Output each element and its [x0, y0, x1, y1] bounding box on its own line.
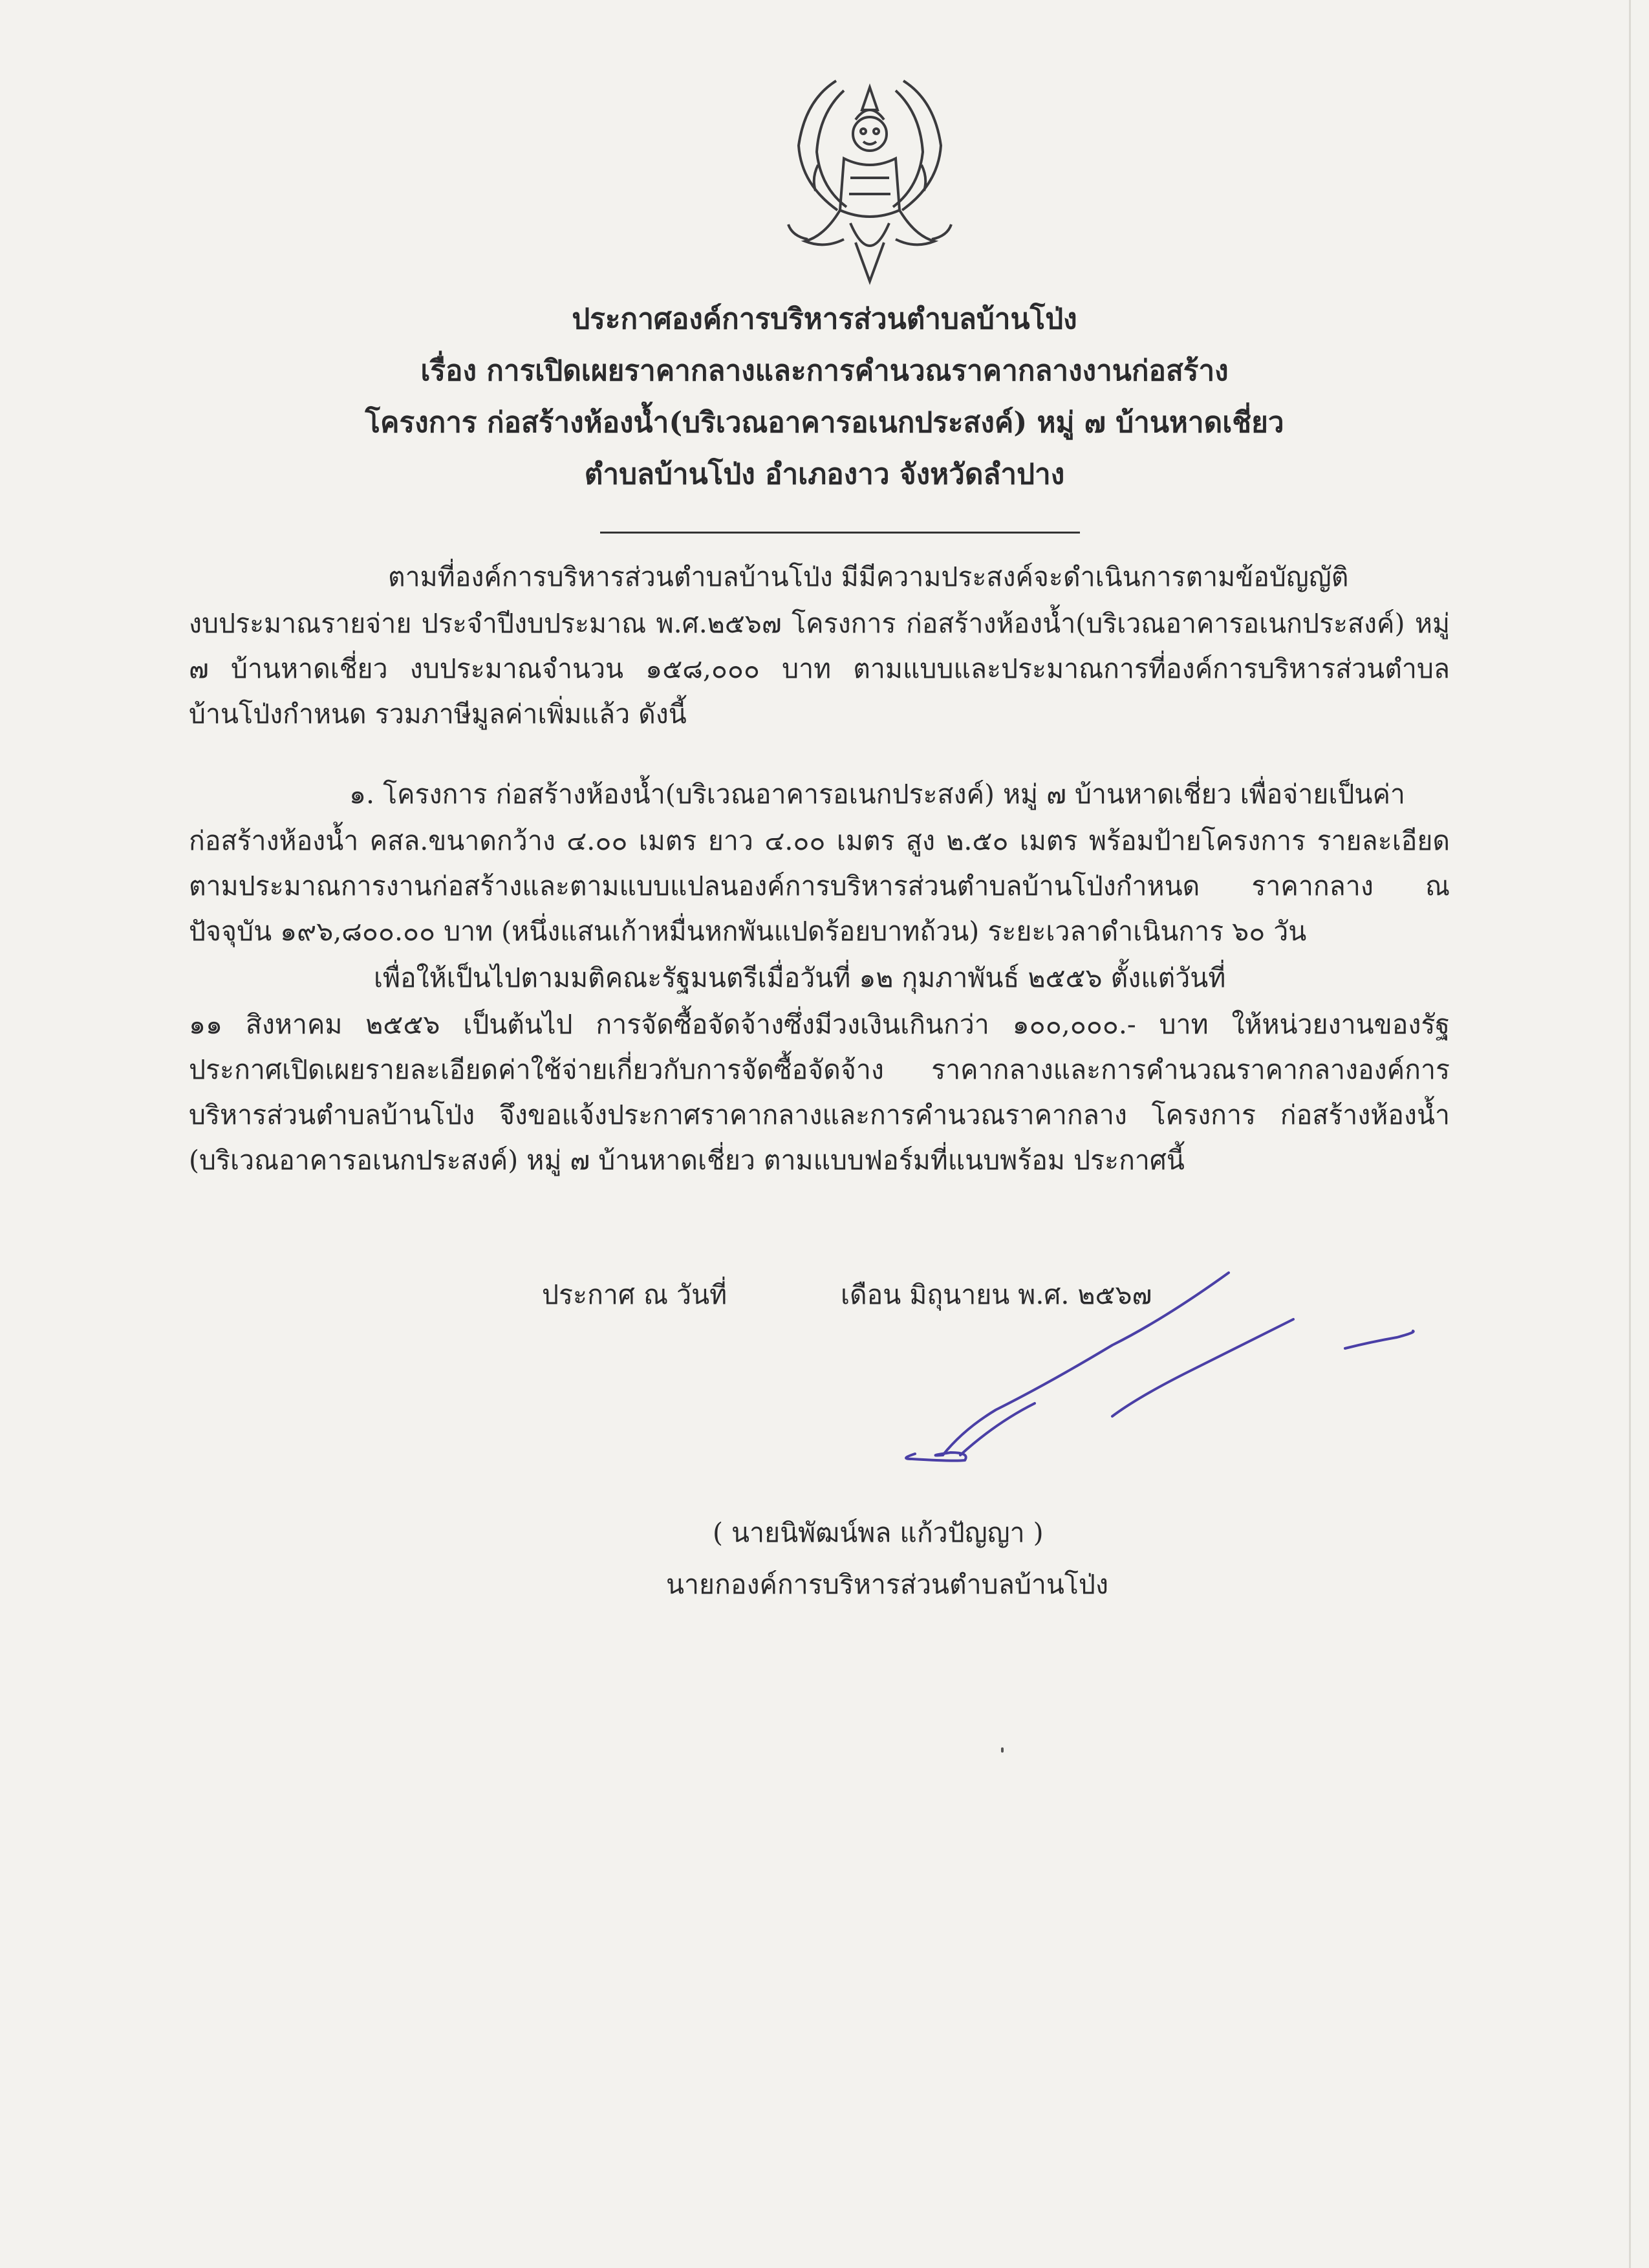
paragraph-1-line: งบประมาณรายจ่าย ประจำปีงบประมาณ พ.ศ.๒๕๖๗ โครงการ ก่อสร้างห้องน้ำ(บริเวณอาคารอเนกประสงค์) หมู่ — [189, 608, 1450, 639]
paragraph-2-first-line: ๑. โครงการ ก่อสร้างห้องน้ำ(บริเวณอาคารอเนกประสงค์) หมู่ ๗ บ้านหาดเชี่ยว เพื่อจ่ายเป็นค่า — [349, 779, 1405, 810]
handwritten-signature — [802, 1268, 1436, 1481]
paragraph-3 — [189, 1005, 1450, 1134]
paragraph-2 — [189, 821, 1450, 905]
paragraph-3-last-line: (บริเวณอาคารอเนกประสงค์) หมู่ ๗ บ้านหาดเชี่ยว ตามแบบฟอร์มที่แนบพร้อม ประกาศนี้ — [189, 1145, 1185, 1176]
signatory-title: นายกองค์การบริหารส่วนตำบลบ้านโป่ง — [666, 1569, 1108, 1600]
paragraph-3-line: ประกาศเปิดเผยรายละเอียดค่าใช้จ่ายเกี่ยวกับการจัดซื้อจัดจ้าง ราคากลางและการคำนวณราคากลางองค์การ — [189, 1054, 1450, 1085]
location-line: ตำบลบ้านโป่ง อำเภองาว จังหวัดลำปาง — [584, 458, 1065, 491]
announcement-title: ประกาศองค์การบริหารส่วนตำบลบ้านโป่ง — [572, 303, 1077, 336]
paragraph-2-line: ก่อสร้างห้องน้ำ คสล.ขนาดกว้าง ๔.๐๐ เมตร ยาว ๔.๐๐ เมตร สูง ๒.๕๐ เมตร พร้อมป้ายโครงการ รายละเอียด — [189, 825, 1450, 856]
divider-line — [600, 532, 1080, 534]
paper-speck — [1001, 1747, 1004, 1753]
paragraph-3-line: บริหารส่วนตำบลบ้านโป่ง จึงขอแจ้งประกาศราคากลางและการคำนวณราคากลาง โครงการ ก่อสร้างห้องน้ำ — [189, 1099, 1450, 1130]
garuda-emblem-icon — [779, 74, 960, 294]
project-line: โครงการ ก่อสร้างห้องน้ำ(บริเวณอาคารอเนกประสงค์) หมู่ ๗ บ้านหาดเชี่ยว — [365, 406, 1284, 439]
paragraph-3-first-line: เพื่อให้เป็นไปตามมติคณะรัฐมนตรีเมื่อวันที่ ๑๒ กุมภาพันธ์ ๒๕๕๖ ตั้งแต่วันที่ — [374, 962, 1226, 993]
paragraph-2-line: ตามประมาณการงานก่อสร้างและตามแบบแปลนองค์การบริหารส่วนตำบลบ้านโป่งกำหนด ราคากลาง ณ — [189, 870, 1450, 902]
paragraph-3-line: ๑๑ สิงหาคม ๒๕๕๖ เป็นต้นไป การจัดซื้อจัดจ้างซึ่งมีวงเงินเกินกว่า ๑๐๐,๐๐๐.- บาท ให้หน่วยงานของรัฐ — [189, 1009, 1450, 1040]
announce-date-label: ประกาศ ณ วันที่ — [542, 1279, 727, 1310]
paragraph-2-last-line: ปัจจุบัน ๑๙๖,๘๐๐.๐๐ บาท (หนึ่งแสนเก้าหมื่นหกพันแปดร้อยบาทถ้วน) ระยะเวลาดำเนินการ ๖๐ วัน — [189, 916, 1307, 947]
paragraph-1-line: ๗ บ้านหาดเชี่ยว งบประมาณจำนวน ๑๕๘,๐๐๐ บาท ตามแบบและประมาณการที่องค์การบริหารส่วนตำบล — [189, 653, 1450, 684]
page-edge — [1629, 0, 1631, 2268]
paragraph-1 — [189, 604, 1450, 688]
paragraph-1-last-line: บ้านโป่งกำหนด รวมภาษีมูลค่าเพิ่มแล้ว ดังนี้ — [189, 698, 687, 729]
signatory-name: ( นายนิพัฒน์พล แก้วปัญญา ) — [713, 1517, 1044, 1548]
subject-line: เรื่อง การเปิดเผยราคากลางและการคำนวณราคากลางงานก่อสร้าง — [420, 354, 1229, 387]
announce-month-year: เดือน มิถุนายน พ.ศ. ๒๕๖๗ — [841, 1279, 1152, 1310]
paragraph-1-first-line: ตามที่องค์การบริหารส่วนตำบลบ้านโป่ง มีมีความประสงค์จะดำเนินการตามข้อบัญญัติ — [388, 561, 1349, 592]
